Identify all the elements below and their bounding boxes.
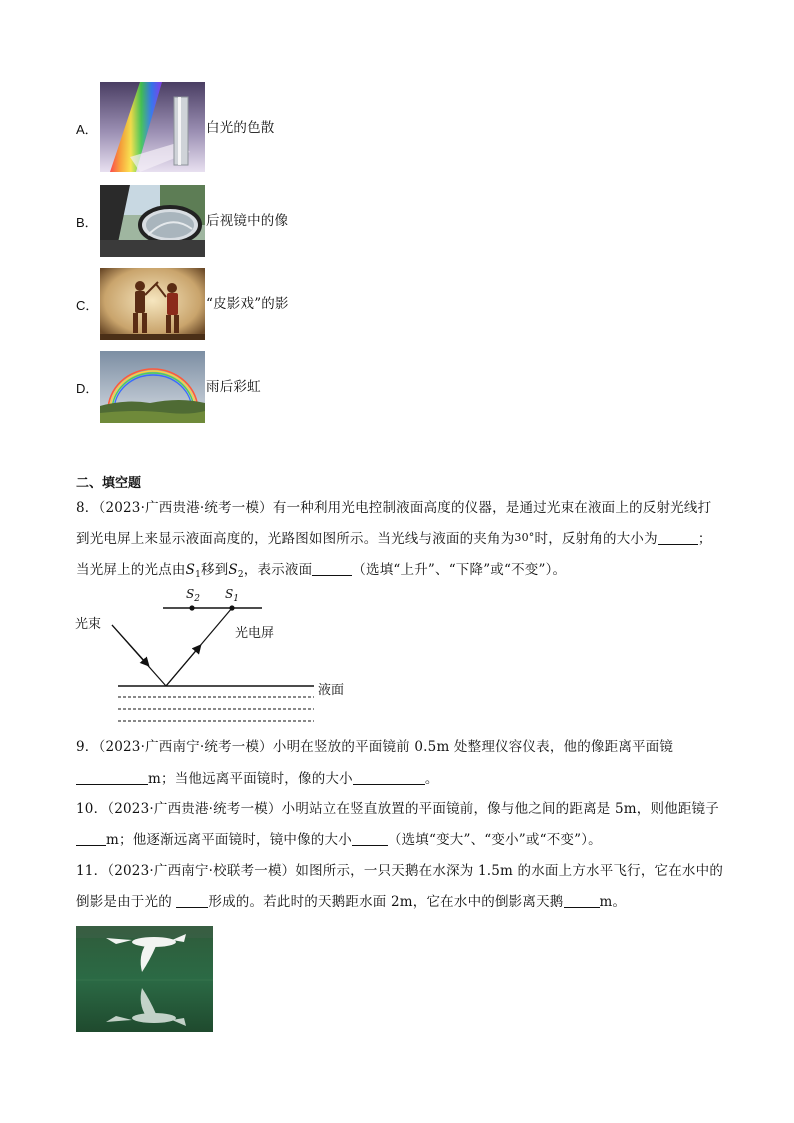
- q8-line3-text-b: 移到: [201, 562, 229, 578]
- q8-s-sub1: 1: [195, 570, 201, 580]
- q9-line1: 9．（2023·广西南宁·统考一模）小明在竖放的平面镜前 0.5m 处整理仪容仪表，他的像距离平面镜: [76, 739, 674, 755]
- prism-dispersion-photo: [100, 82, 205, 172]
- q9-blank-1[interactable]: [76, 770, 148, 785]
- option-c-letter: C．: [76, 298, 99, 313]
- q10-blank-2[interactable]: [352, 831, 388, 846]
- q8-blank-1[interactable]: [658, 530, 698, 545]
- side-mirror-photo: [100, 185, 205, 257]
- s2-point: [189, 605, 194, 610]
- q11-line2-text-c: m。: [599, 894, 627, 910]
- q11-line1: 11．（2023·广西南宁·校联考一模）如图所示，一只天鹅在水深为 1.5m 的水面上方水平飞行，它在水中的: [76, 863, 724, 879]
- q11-line2-text-b: 形成的。若此时的天鹅距水面 2m，它在水中的倒影离天鹅: [208, 894, 564, 910]
- q8-line2-text-a: 到光电屏上来显示液面高度的，光路图如图所示。当光线与液面的夹角为: [76, 531, 515, 547]
- q8-blank-2[interactable]: [312, 561, 352, 576]
- optics-diagram: [70, 585, 360, 725]
- option-b-letter: B．: [76, 215, 98, 230]
- swan-reflection-photo: [76, 926, 213, 1032]
- q8-s-sub2: 2: [237, 570, 244, 580]
- q8-s-symbol: S: [185, 562, 196, 578]
- option-a-letter: A．: [76, 122, 98, 137]
- q10-line2-text-b: （选填“变大”、“变小”或“不变”）。: [387, 832, 602, 848]
- option-d-caption: 雨后彩虹: [206, 379, 261, 395]
- q8-line3-text-a: 当光屏上的光点由: [76, 562, 186, 578]
- option-a-caption: 白光的色散: [206, 120, 275, 136]
- q8-line3-text-d: （选填“上升”、“下降”或“不变”）。: [352, 562, 567, 578]
- label-screen: 光电屏: [235, 626, 275, 641]
- section-heading: 二、填空题: [76, 475, 142, 490]
- option-d-letter: D．: [76, 381, 99, 396]
- label-liquid: 液面: [318, 683, 345, 698]
- q10-line2: [76, 830, 602, 850]
- incident-arrow: [112, 625, 148, 665]
- shadow-puppet-photo: [100, 268, 205, 340]
- option-b-caption: 后视镜中的像: [206, 213, 289, 229]
- label-s1: $S_1$: [225, 587, 239, 604]
- q8-angle: 30°: [514, 531, 535, 544]
- q11-blank-1[interactable]: [176, 893, 208, 908]
- q8-line2-text-c: ；: [697, 531, 712, 547]
- q9-line2-text-b: 。: [424, 771, 439, 787]
- label-beam: 光束: [75, 617, 102, 632]
- label-s2: $S_2$: [186, 587, 200, 604]
- q11-blank-2[interactable]: [564, 893, 600, 908]
- q10-line2-text-a: m；他逐渐远离平面镜时，镜中像的大小: [106, 832, 352, 848]
- q9-line2: [76, 769, 439, 789]
- q11-line2: [76, 892, 626, 912]
- q8-line2: [76, 528, 712, 549]
- q8-line2-text-b: 时，反射角的大小为: [534, 531, 658, 547]
- rainbow-photo: [100, 351, 205, 423]
- q11-line2-text-a: 倒影是由于光的: [76, 894, 177, 910]
- q8-line3-text-c: ，表示液面: [243, 562, 313, 578]
- reflected-arrow: [166, 646, 200, 686]
- option-c-caption: “皮影戏”的影: [206, 296, 289, 312]
- optics-diagram-svg: [70, 585, 360, 725]
- q8-s-symbol-2: S: [228, 562, 238, 578]
- q9-blank-2[interactable]: [353, 770, 425, 785]
- q10-line1: 10．（2023·广西贵港·统考一模）小明站立在竖直放置的平面镜前，像与他之间的距离是 5m，则他距镜子: [76, 801, 719, 817]
- q9-line2-text-a: m；当他远离平面镜时，像的大小: [148, 771, 353, 787]
- q8-line1: 8．（2023·广西贵港·统考一模）有一种利用光电控制液面高度的仪器，是通过光束在液面上的反射光线打: [76, 500, 712, 516]
- q8-line3: [76, 560, 566, 585]
- q10-blank-1[interactable]: [76, 831, 106, 846]
